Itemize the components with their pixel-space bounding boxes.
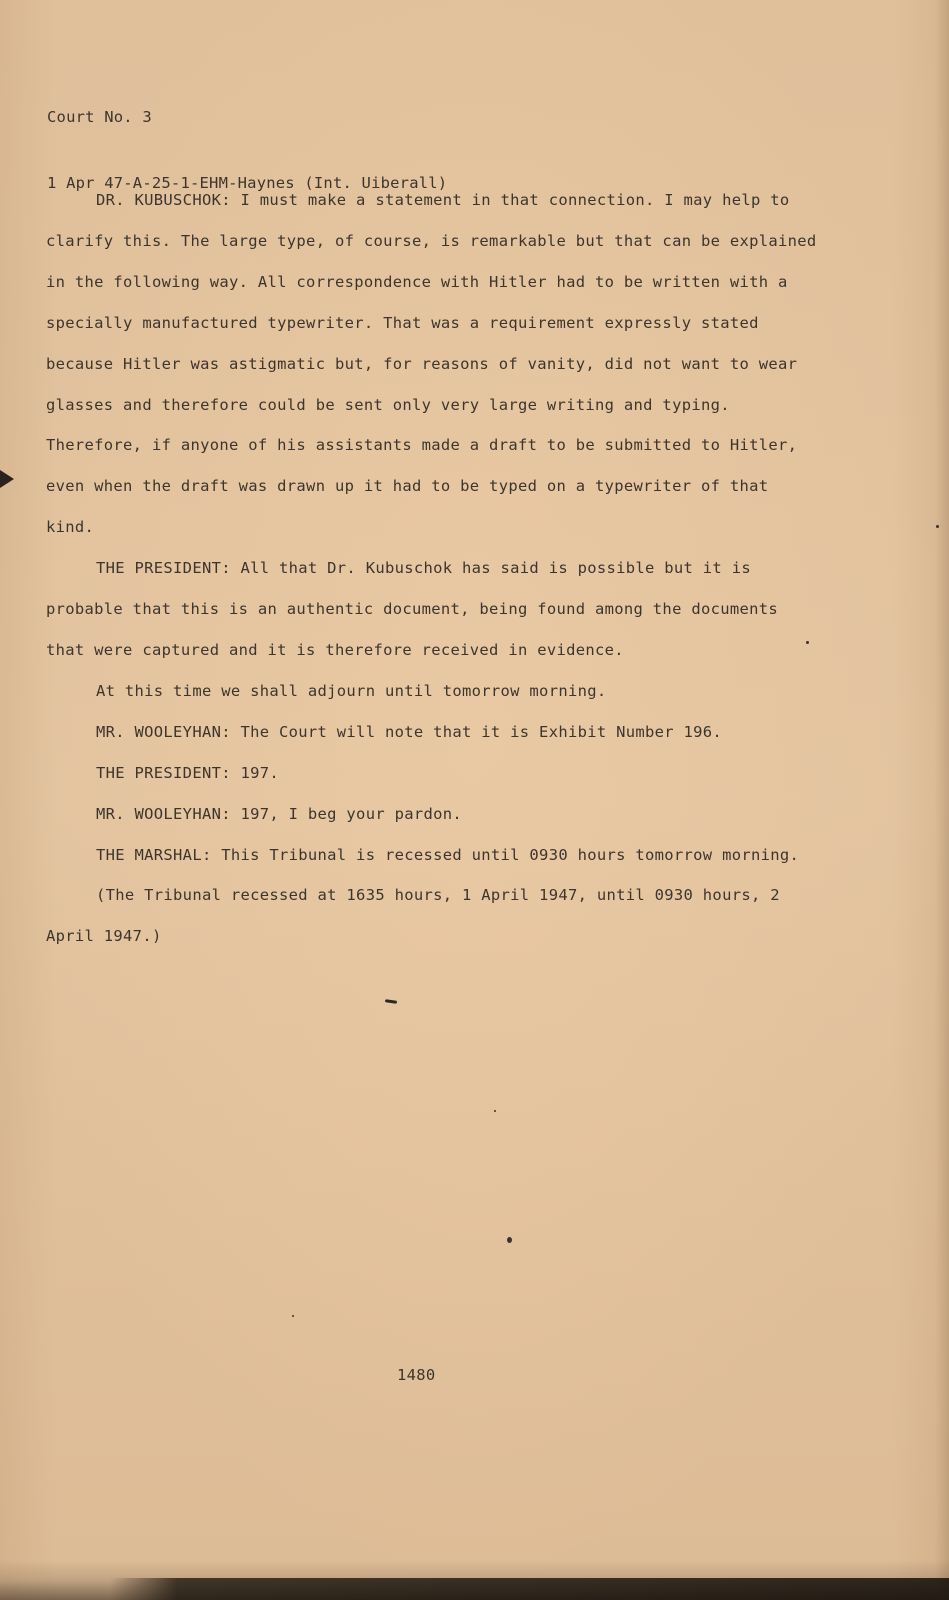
- paragraph-wooleyhan-pardon: MR. WOOLEYHAN: 197, I beg your pardon.: [96, 804, 463, 823]
- page-edge-notch: [0, 470, 14, 488]
- page-edge-shading: [935, 0, 949, 1600]
- paragraph-wooleyhan-exhibit: MR. WOOLEYHAN: The Court will note that it is Exhibit Number 196.: [96, 722, 723, 741]
- paragraph-marshal-recess: THE MARSHAL: This Tribunal is recessed until 0930 hours tomorrow morning.: [96, 845, 800, 864]
- ink-speck: [936, 525, 939, 528]
- typed-dash-mark: [385, 999, 397, 1004]
- ink-speck: [292, 1315, 294, 1317]
- session-reference: 1 Apr 47-A-25-1-EHM-Haynes (Int. Uiberall): [47, 174, 448, 192]
- paragraph-president-ruling: THE PRESIDENT: All that Dr. Kubuschok has said is possible but it is probable that this is an authentic document, being found among the documents that were captured and it is therefore received in evidence.: [46, 559, 779, 659]
- paragraph-recess-note: (The Tribunal recessed at 1635 hours, 1 April 1947, until 0930 hours, 2 April 1947.): [46, 886, 780, 946]
- ink-speck: [494, 1110, 496, 1112]
- paragraph-president-correction: THE PRESIDENT: 197.: [96, 763, 280, 782]
- transcript-body: [46, 180, 826, 957]
- ink-speck: [806, 641, 809, 644]
- court-number: Court No. 3: [47, 108, 152, 126]
- page-number: 1480: [397, 1366, 436, 1384]
- ink-speck: [507, 1237, 512, 1243]
- bottom-edge-dark-strip: [110, 1578, 949, 1600]
- paragraph-kubuschok-statement: DR. KUBUSCHOK: I must make a statement in that connection. I may help to clarify this. The large type, of course, is remarkable but that can be explained in the following way. All correspondence with Hitler had to be written with a specially manufactured typewriter. That was a requirement expressly stated because Hitler was astigmatic but, for reasons of vanity, did not want to wear glasses and therefore could be sent only very large writing and typing. Therefore, if anyone of his assistants made a draft to be submitted to Hitler, even when the draft was drawn up it had to be typed on a typewriter of that kind.: [46, 191, 817, 537]
- paragraph-adjourn: At this time we shall adjourn until tomorrow morning.: [96, 681, 607, 700]
